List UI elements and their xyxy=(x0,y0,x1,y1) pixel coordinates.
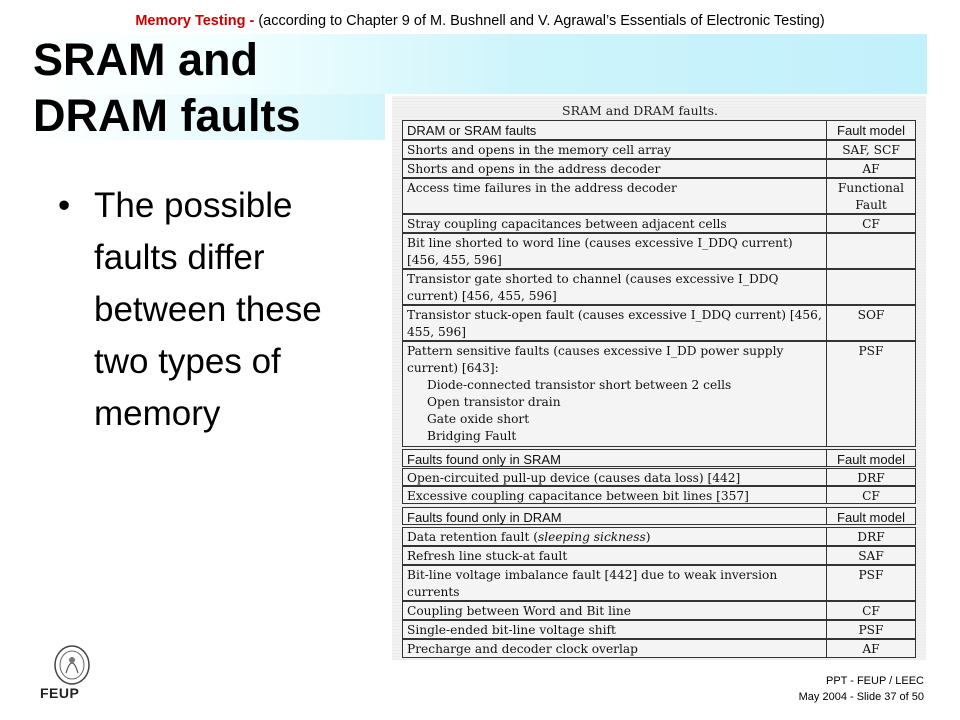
row-model: SAF, SCF xyxy=(842,143,900,157)
row-desc-main: Pattern sensitive faults (causes excessive I_DD power supply current) [643]: xyxy=(407,344,784,375)
table-row xyxy=(402,305,916,341)
row-desc: Single-ended bit-line voltage shift xyxy=(403,621,827,638)
row-desc xyxy=(403,342,827,446)
bullet-item: The possible faults differ between these two types of memory xyxy=(94,186,322,433)
slide-header xyxy=(0,13,960,29)
row-model: SAF xyxy=(858,549,884,563)
feup-logo-text: FEUP xyxy=(40,685,80,701)
row-desc: Stray coupling capacitances between adjacent cells xyxy=(403,215,827,232)
row-sub-item: Gate oxide short xyxy=(427,412,530,426)
table-header-sram-only xyxy=(402,449,916,467)
feup-seal-icon xyxy=(50,645,94,685)
row-desc: Shorts and opens in the memory cell array xyxy=(403,141,827,158)
table-row xyxy=(402,620,916,639)
header-model: Fault model xyxy=(837,452,905,467)
row-desc: Open-circuited pull-up device (causes data loss) [442] xyxy=(403,469,827,485)
title-line-2: DRAM faults xyxy=(33,90,301,141)
row-desc-emphasis: sleeping sickness xyxy=(537,530,646,544)
row-desc: Shorts and opens in the address decoder xyxy=(403,160,827,177)
row-model: CF xyxy=(862,489,880,503)
row-model xyxy=(827,270,915,304)
table-header-dram-only xyxy=(402,507,916,525)
bullet-dot-icon: • xyxy=(58,186,71,225)
slide-footer xyxy=(799,673,924,705)
table-row xyxy=(402,468,916,486)
table-row xyxy=(402,159,916,178)
table-row xyxy=(402,269,916,305)
row-model: AF xyxy=(862,642,880,656)
table-row xyxy=(402,233,916,269)
row-model: SOF xyxy=(857,308,885,322)
row-model: Functional Fault xyxy=(837,181,905,212)
table-row xyxy=(402,601,916,620)
table-row-pattern-sensitive xyxy=(402,341,916,447)
table-caption: SRAM and DRAM faults. xyxy=(562,103,719,118)
row-desc-tail: ) xyxy=(645,530,651,544)
row-sub-item: Bridging Fault xyxy=(427,429,517,443)
table-row xyxy=(402,214,916,233)
row-sub-item: Open transistor drain xyxy=(427,395,561,409)
header-model: Fault model xyxy=(837,510,905,525)
row-model: CF xyxy=(862,604,880,618)
table-row xyxy=(402,527,916,546)
footer-line-1: PPT - FEUP / LEEC xyxy=(825,675,924,687)
row-desc: Transistor gate shorted to channel (causes excessive I_DDQ current) [456, 455, 596] xyxy=(403,270,827,304)
row-model: PSF xyxy=(858,623,884,637)
fault-table-image xyxy=(392,96,926,660)
row-desc: Bit line shorted to word line (causes excessive I_DDQ current) [456, 455, 596] xyxy=(403,234,827,268)
row-desc: Access time failures in the address decoder xyxy=(403,179,827,213)
header-model: Fault model xyxy=(837,123,905,138)
row-desc-main: Data retention fault ( xyxy=(407,530,538,544)
row-model: CF xyxy=(862,217,880,231)
table-row xyxy=(402,639,916,658)
header-highlight: Memory Testing - xyxy=(135,13,255,29)
footer-line-2: May 2004 - Slide 37 of 50 xyxy=(798,691,924,703)
row-desc: Coupling between Word and Bit line xyxy=(403,602,827,619)
row-model: DRF xyxy=(857,530,885,544)
title-line-1: SRAM and xyxy=(33,34,258,85)
table-row xyxy=(402,178,916,214)
row-sub-item: Diode-connected transistor short between 2 cells xyxy=(427,378,732,392)
header-rest: (according to Chapter 9 of M. Bushnell and V. Agrawal’s Essentials of Electronic Testing) xyxy=(254,13,825,29)
row-desc: Excessive coupling capacitance between bit lines [357] xyxy=(403,487,827,503)
table-row xyxy=(402,565,916,601)
row-model: PSF xyxy=(858,568,884,582)
header-desc: Faults found only in SRAM xyxy=(403,450,827,466)
table-row xyxy=(402,140,916,159)
row-model xyxy=(827,234,915,268)
row-desc: Transistor stuck-open fault (causes excessive I_DDQ current) [456, 455, 596] xyxy=(403,306,827,340)
row-desc: Refresh line stuck-at fault xyxy=(403,547,827,564)
row-desc xyxy=(403,528,827,545)
row-model: DRF xyxy=(857,471,885,485)
row-model: AF xyxy=(862,162,880,176)
table-row xyxy=(402,546,916,565)
row-model: PSF xyxy=(858,344,884,358)
table-header-dram-sram xyxy=(402,120,916,140)
header-desc: DRAM or SRAM faults xyxy=(403,121,827,139)
row-desc: Bit-line voltage imbalance fault [442] due to weak inversion currents xyxy=(403,566,827,600)
table-row xyxy=(402,486,916,504)
slide-title xyxy=(33,32,393,144)
row-desc: Precharge and decoder clock overlap xyxy=(403,640,827,657)
header-desc: Faults found only in DRAM xyxy=(403,508,827,524)
